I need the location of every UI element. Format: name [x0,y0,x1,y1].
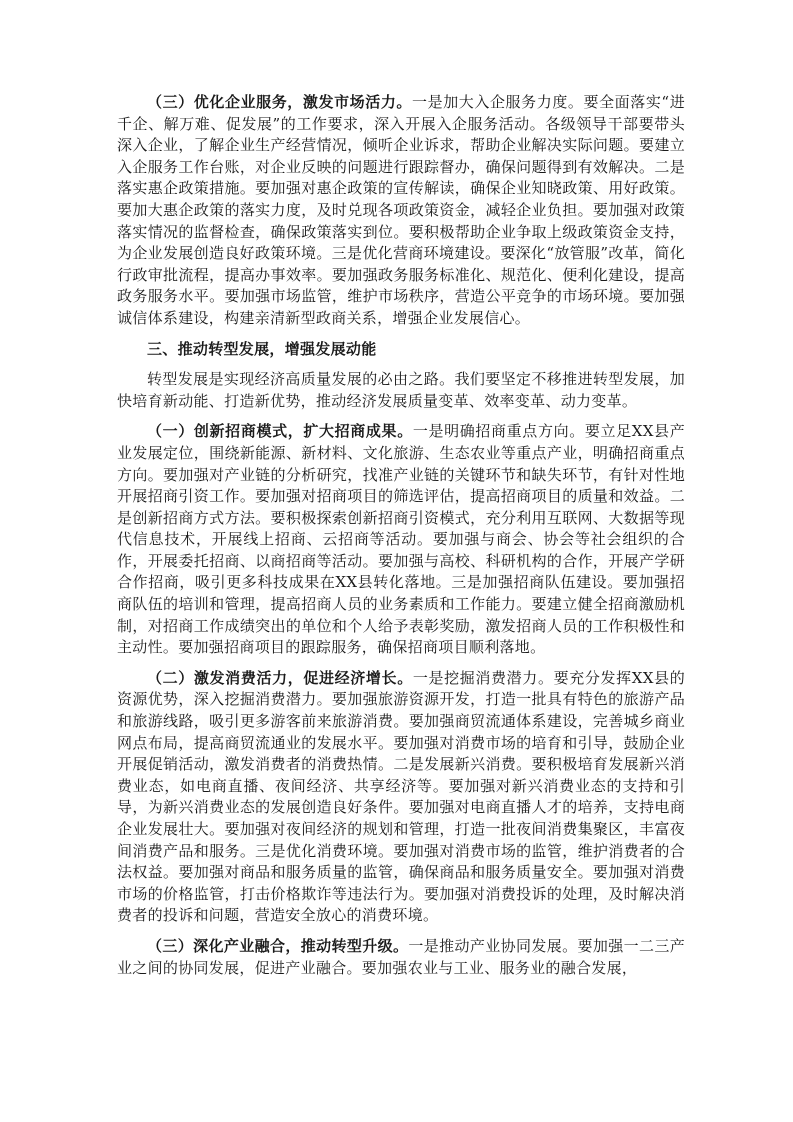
paragraph-body: 一是加大入企服务力度。要全面落实“进千企、解万难、促发展”的工作要求，深入开展入企服务活动。各级领导干部要带头深入企业，了解企业生产经营情况，倾听企业诉求，帮助企业解决实际问题。要建立入企服务工作台账，对企业反映的问题进行跟踪督办，确保问题得到有效解决。二是落实惠企政策措施。要加强对惠企政策的宣传解读，确保企业知晓政策、用好政策。要加大惠企政策的落实力度，及时兑现各项政策资金，减轻企业负担。要加强对政策落实情况的监督检查，确保政策落实到位。要积极帮助企业争取上级政策资金支持，为企业发展创造良好政策环境。三是优化营商环境建设。要深化“放管服”改革，简化行政审批流程，提高办事效率。要加强政务服务标准化、规范化、便利化建设，提高政务服务水平。要加强市场监管，维护市场秩序，营造公平竞争的市场环境。要加强诚信体系建设，构建亲清新型政商关系，增强企业发展信心。 [117,93,685,327]
paragraph-lead: （二）激发消费活力，促进经济增长。 [147,668,413,687]
paragraph-body: 一是推动产业协同发展。要加强一二三产业之间的协同发展，促进产业融合。要加强农业与工业、服务业的融合发展， [117,936,685,977]
paragraph-lead: （三）深化产业融合，推动转型升级。 [147,936,409,955]
paragraph-lead: （三）优化企业服务，激发市场活力。 [147,93,413,111]
paragraph-lead: （一）创新招商模式，扩大招商成果。 [147,422,413,441]
document-page [117,92,685,979]
section-heading-transformation: 三、推动转型发展，增强发展动能 [147,339,377,358]
paragraph-body: 一是挖掘消费潜力。要充分发挥XX县的资源优势，深入挖掘消费潜力。要加强旅游资源开发，打造一批具有特色的旅游产品和旅游线路，吸引更多游客前来旅游消费。要加强商贸流通体系建设，完善城乡商业网点布局，提高商贸流通业的发展水平。要加强对消费市场的培育和引导，鼓励企业开展促销活动，激发消费者的消费热情。二是发展新兴消费。要积极培育发展新兴消费业态，如电商直播、夜间经济、共享经济等。要加强对新兴消费业态的支持和引导，为新兴消费业态的发展创造良好条件。要加强对电商直播人才的培养，支持电商企业发展壮大。要加强对夜间经济的规划和管理，打造一批夜间消费集聚区，丰富夜间消费产品和服务。三是优化消费环境。要加强对消费市场的监管，维护消费者的合法权益。要加强对商品和服务质量的监管，确保商品和服务质量安全。要加强对消费市场的价格监管，打击价格欺诈等违法行为。要加强对消费投诉的处理，及时解决消费者的投诉和问题，营造安全放心的消费环境。 [117,668,685,925]
paragraph-body: 一是明确招商重点方向。要立足XX县产业发展定位，围绕新能源、新材料、文化旅游、生态农业等重点产业，明确招商重点方向。要加强对产业链的分析研究，找准产业链的关键环节和缺失环节，有针对性地开展招商引资工作。要加强对招商项目的筛选评估，提高招商项目的质量和效益。二是创新招商方式方法。要积极探索创新招商引资模式，充分利用互联网、大数据等现代信息技术，开展线上招商、云招商等活动。要加强与商会、协会等社会组织的合作，开展委托招商、以商招商等活动。要加强与高校、科研机构的合作，开展产学研合作招商，吸引更多科技成果在XX县转化落地。三是加强招商队伍建设。要加强招商队伍的培训和管理，提高招商人员的业务素质和工作能力。要建立健全招商激励机制，对招商工作成绩突出的单位和个人给予表彰奖励，激发招商人员的工作积极性和主动性。要加强招商项目的跟踪服务，确保招商项目顺利落地。 [117,422,685,657]
paragraph-consumption-vitality [117,668,685,927]
paragraph-optimize-enterprise-services [117,92,685,330]
paragraph-industry-integration [117,936,685,979]
paragraph-investment-attraction [117,421,685,659]
section-intro-paragraph: 转型发展是实现经济高质量发展的必由之路。我们要坚定不移推进转型发展，加快培育新动能、打造新优势，推动经济发展质量变革、效率变革、动力变革。 [117,370,685,410]
